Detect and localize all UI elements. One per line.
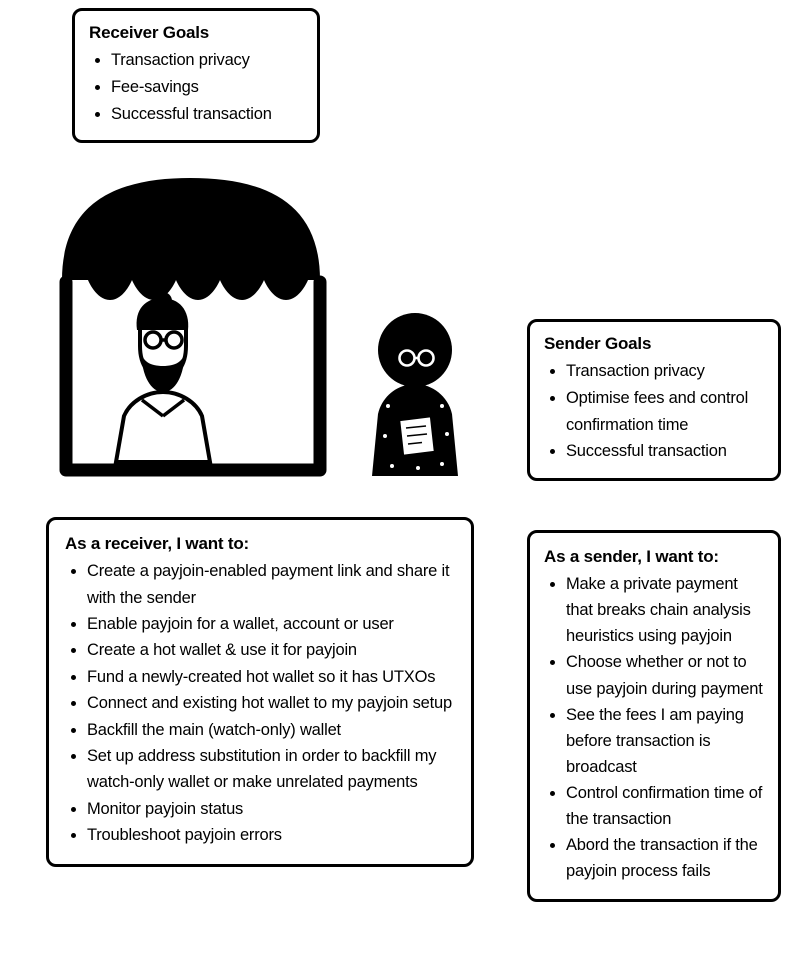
list-item: • Create a hot wallet & use it for payjoin xyxy=(87,637,455,663)
receiver-user-stories-list xyxy=(65,558,455,848)
receiver-goals-title: Receiver Goals xyxy=(89,23,210,42)
list-item: • Make a private payment that breaks chain analysis heuristics using payjoin xyxy=(566,571,764,649)
list-item: • Successful transaction xyxy=(566,438,764,465)
sender-user-stories-title: As a sender, I want to: xyxy=(544,547,719,566)
list-item: • Choose whether or not to use payjoin during payment xyxy=(566,649,764,701)
list-item: • Troubleshoot payjoin errors xyxy=(87,822,455,848)
sender-goals-title: Sender Goals xyxy=(544,334,652,353)
list-item: • Transaction privacy xyxy=(566,358,764,385)
list-item: • Fee-savings xyxy=(111,74,303,101)
list-item: • Successful transaction xyxy=(111,101,303,128)
sender-user-stories-list xyxy=(544,571,764,884)
list-item: • Set up address substitution in order to backfill my watch-only wallet or make unrelated payments xyxy=(87,743,455,796)
receiver-user-stories-card xyxy=(46,517,474,867)
list-item: • Fund a newly-created hot wallet so it has UTXOs xyxy=(87,664,455,690)
list-item: • Transaction privacy xyxy=(111,47,303,74)
list-item: • Create a payjoin-enabled payment link and share it with the sender xyxy=(87,558,455,611)
receiver-goals-list xyxy=(89,47,303,127)
customer-illustration xyxy=(352,310,482,482)
sender-goals-card xyxy=(527,319,781,481)
list-item: • Backfill the main (watch-only) wallet xyxy=(87,717,455,743)
list-item: • Enable payjoin for a wallet, account or user xyxy=(87,611,455,637)
list-item: • Control confirmation time of the transaction xyxy=(566,780,764,832)
receiver-goals-card xyxy=(72,8,320,143)
list-item: • Monitor payjoin status xyxy=(87,796,455,822)
list-item: • See the fees I am paying before transaction is broadcast xyxy=(566,702,764,780)
list-item: • Connect and existing hot wallet to my payjoin setup xyxy=(87,690,455,716)
sender-goals-list xyxy=(544,358,764,465)
receiver-user-stories-title: As a receiver, I want to: xyxy=(65,534,249,553)
list-item: • Abord the transaction if the payjoin process fails xyxy=(566,832,764,884)
sender-user-stories-card xyxy=(527,530,781,902)
list-item: • Optimise fees and control confirmation time xyxy=(566,385,764,438)
storefront-illustration xyxy=(20,170,370,480)
